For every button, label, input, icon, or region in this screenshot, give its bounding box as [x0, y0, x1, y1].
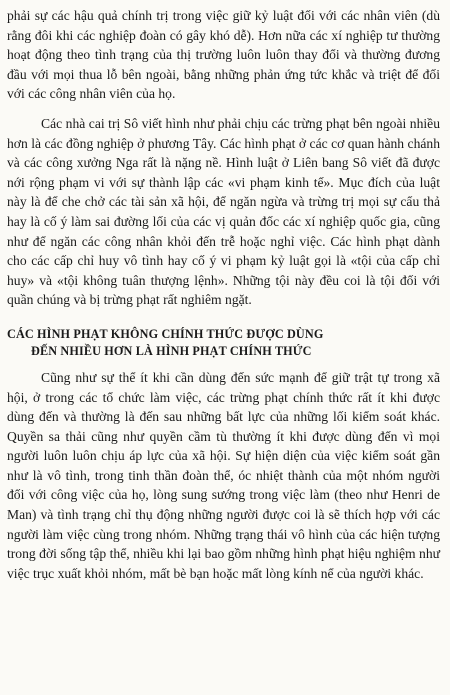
section-heading-line-1: CÁC HÌNH PHẠT KHÔNG CHÍNH THỨC ĐƯỢC DÙNG	[7, 326, 324, 341]
paragraph-informal-penalties: Cũng như sự thể ít khi cần dùng đến sức mạnh để giữ trật tự trong xã hội, ở trong các tổ chức làm việc, các trừng phạt chính thức rất ít khi được dùng đến và thường là đến sau những bất lực của những lối kiểm soát khác. Quyền sa thải cũng như quyền cầm tù thường ít khi được dùng đến vì mọi người luôn luôn chịu áp lực của xã hội. Sự hiện diện của việc kiểm soát gần như là vô tình, trong tinh thần đoàn thể, óc nhiệt thành của một nhóm người đối với công việc của họ, lòng sung sướng trong việc làm (theo như Henri de Man) và tình trạng chỉ thụ động những người được coi là sẽ thích hợp với các người làm việc cùng trong nhóm. Những trạng thái vô hình của các hiện tượng trong đời sống tập thể, nhiều khi lại bao gồm những hình phạt hiệu nghiệm như việc trục xuất khỏi nhóm, mất bè bạn hoặc mất lòng kính nể của người khác.	[7, 369, 440, 581]
paragraph-continuation: phải sự các hậu quả chính trị trong việc giữ kỷ luật đối với các nhân viên (dù rằng đôi khi các nghiệp đoàn có gây khó dễ). Hơn nữa các xí nghiệp tư thường hoạt động theo tình trạng của thị trường luôn luôn thay đổi và thường đương đầu với mọi thua lỗ bên ngoài, bằng những phản ứng tức khắc và triệt để đối với các công nhân viên của họ.	[7, 8, 440, 102]
section-heading	[7, 326, 440, 360]
paragraph-soviet-penalties: Các nhà cai trị Sô viết hình như phải chịu các trừng phạt bên ngoài nhiều hơn là các đồng nghiệp ở phương Tây. Các hình phạt ở các cơ quan hành chánh và các công xưởng Nga rất là nặng nề. Hình luật ở Liên bang Sô viết đã được nới rộng phạm vi với sự thành lập các «vi phạm kinh tế». Mục đích của luật này là để che chở các tài sản xã hội, để ngăn ngừa và trừng trị mọi sự cẩu thả hay là cố ý làm sai đường lối của các vị quản đốc các xí nghiệp quốc gia, cũng như để ngăn các công nhân khỏi đến trễ hoặc nghỉ việc. Các hình phạt dành cho các cấp chỉ huy vô tình hay cố ý vi phạm kỷ luật gọi là «tội của cấp chỉ huy» và «tội không tuân thượng lệnh». Những tội này đều coi là tội đối với quần chúng và bị trừng phạt rất nghiêm ngặt.	[7, 115, 440, 308]
section-heading-line-2: ĐẾN NHIỀU HƠN LÀ HÌNH PHẠT CHÍNH THỨC	[31, 343, 312, 358]
